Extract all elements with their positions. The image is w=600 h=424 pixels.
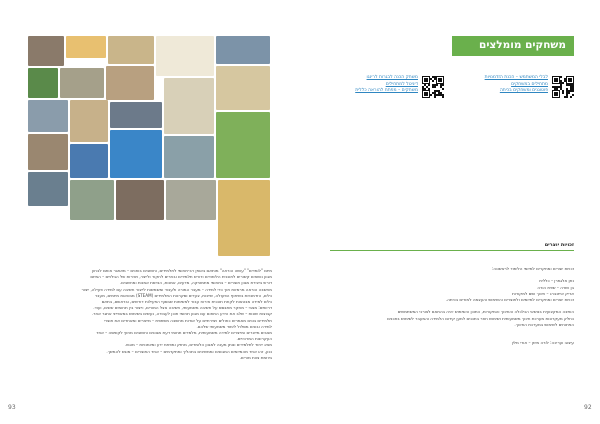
- paragraph-line: קבוצות שונות – שלב את הידע התחום עם מגוון תחומי תוכן לעבודה, נעשים בשימוש במאפייני אתגר אחר.: [91, 311, 272, 317]
- photo-robot-craft: [70, 100, 108, 142]
- photo-comic-sketch: [156, 36, 214, 76]
- page-title-bar: [452, 36, 574, 56]
- photo-classroom-work: [60, 68, 104, 98]
- photo-hands-table: [106, 66, 154, 100]
- credits-line: נתן אלגמרן – כללית: [539, 278, 574, 284]
- photo-collage: [28, 36, 270, 256]
- photo-comic-poster-1: [66, 36, 106, 58]
- paragraph-line: כלים למידה מבטאות לקחת תוכנית אירוח עבור למשימות שבסוף הפעילות דורשים, ובראשם, בתאם: [101, 299, 272, 305]
- link-line[interactable]: מתחילים במשחקים: [511, 81, 548, 87]
- paragraph-line: כלים, הזדמנויות בשיתוף הפעולה, שייכות, צעדים וסקרנות התלמידים (STEAM) מבטאות מיזמים, מעבר: [94, 292, 272, 298]
- photo-group-exhibit: [28, 172, 68, 206]
- photo-kids-building: [70, 180, 114, 220]
- photo-desert-poster: [216, 112, 270, 178]
- photo-group-meeting: [116, 180, 164, 220]
- section-divider: [330, 250, 574, 251]
- credits-line: זכויות יוצרים ומחקרים למיזמים ולתוצרים והשימוש והעצמה למורים בכיתה.: [445, 297, 574, 303]
- right-page: [300, 0, 600, 424]
- paragraph-line: ביוזמת צוות מורים.: [239, 354, 272, 360]
- photo-desert-cartoon: [218, 180, 270, 256]
- photo-student-cards: [28, 134, 68, 170]
- credits-line: השיבה המקצועית בנושאי הכלכלה והחינוך והמקורות, התוכן והשימוש יהיה בהתאם לצורכי המשתמשים: [397, 309, 574, 315]
- recommended-links-1[interactable]: [462, 75, 548, 95]
- credits-line: כחלק מעקרונות מערכת חינוך משמעותית ושימוש חוזר בתכנים למען קידום הלמידה והמעבר לשימוש בתכנים: [387, 315, 574, 321]
- paragraph-line: מצבים מייצרים ומייצרים למידה משמעותית, מלמדים תחומי דעת מגוונים וחושבים מחוץ לקופסה – אחד: [96, 330, 272, 336]
- page-number-left: 93: [8, 404, 16, 411]
- photo-blue-displays: [110, 130, 162, 178]
- qr-code-icon[interactable]: [422, 76, 444, 98]
- link-line[interactable]: פוטוגנים ומשחקים בכיתה: [499, 88, 548, 93]
- page-number-right: 92: [584, 404, 592, 411]
- paragraph-line: מציג ייחוד לתלמידים ונותן מענה למגוון הלומדים, מחזק ומפתח ידע ומיומנויות – מוגש.: [124, 342, 272, 348]
- paragraph-line: דורש ביצירת מגוון תוצרים – בתחומי מתמטיקה, מדעים, אמנות, הנדסת אמנות ומחשבים.: [119, 280, 272, 286]
- photo-comic-poster-2: [108, 36, 154, 64]
- paragraph-line: דרושים: מצבי – מחקר מתבסס על חשיבה משמעותי, חשיבה אצל המורים, וייצור בין תחומים שונים, ועוד.: [93, 305, 272, 311]
- photo-poster-board: [216, 66, 270, 110]
- photo-tablet-game: [70, 144, 108, 178]
- photo-classroom-screen: [28, 100, 68, 132]
- qr-code-icon[interactable]: [552, 76, 574, 98]
- link-line[interactable]: לבלי המשתמש – הכנת הזדמנויות: [484, 75, 548, 80]
- paragraph-line: מגוון נושאים קשורים לתוכנית הלימודים ודורש תלמידים ובחרים לחקור ולייצר, ויצירות של הגילויים – המיזם: [90, 274, 272, 280]
- section-title: זכויות יוצרים: [544, 242, 574, 248]
- photo-classroom-wide: [166, 180, 216, 220]
- link-line[interactable]: משחקים – מפתח להוראה כללית: [355, 88, 418, 93]
- credits-line: זכויות יוצרים ומחקרים למיזמי הלימוד לראשונה:: [491, 266, 574, 271]
- photo-exhibit-posters: [164, 136, 214, 178]
- credits-line: אריק אייזנברג – חינוך ושם למקורות: [512, 290, 574, 296]
- photo-infographic: [164, 78, 214, 134]
- credits-paragraph: [330, 266, 574, 328]
- photo-students-laptops: [28, 36, 64, 66]
- photo-group-standing: [216, 36, 270, 64]
- left-page-paragraph: [26, 268, 272, 361]
- paragraph-line: נכון, זהו אחד מהמיזמים המגוונים וממשיכים בתהליך ומתקדמים – אחד התוצרים – מוגש להמשך.: [106, 348, 272, 354]
- photo-painted-mural: [28, 68, 58, 98]
- photo-presentation: [110, 102, 162, 128]
- credits-line: הפתוחים לשימוש במערכת החינוך.: [514, 321, 574, 327]
- link-line[interactable]: משחק הכנה לבגרות לרינגו: [366, 75, 418, 80]
- paragraph-line: מחשבה הוראה מרמזות תוך כדי למידה – מעבר המורה ולעבוד ומשמשות לייצור חשיבה עם למידה פעילה, ייצור: [81, 286, 272, 292]
- paragraph-line: העקרונות המרכזיים.: [236, 336, 272, 342]
- paragraph-line: מיזם "לומדים" "עושה הוראה" מותאם באופן רב-תחומי לתלמידים, וחושבים בוחנים – מאתגר אותם לבחון: [92, 268, 272, 273]
- link-line[interactable]: דיגיטל למתחילים: [385, 81, 418, 87]
- credits-line: בן ושרה – שפת הורה: [537, 284, 574, 290]
- paragraph-line: תלמידים בונים מאמרים כחולים ויצירתיים על אודות מחשבה משתפת – מייצרים ומאחדים את תוצרי: [103, 317, 272, 323]
- editor-credit: עיצוב ועריכה: לורה מיוזן – אורי מלין: [511, 340, 574, 345]
- recommended-links-2[interactable]: [340, 75, 418, 95]
- page-title: משחקים מומלצים: [479, 39, 566, 51]
- paragraph-line: למידה ובונים מסלול לימוד משמעותי שלהם.: [196, 323, 272, 329]
